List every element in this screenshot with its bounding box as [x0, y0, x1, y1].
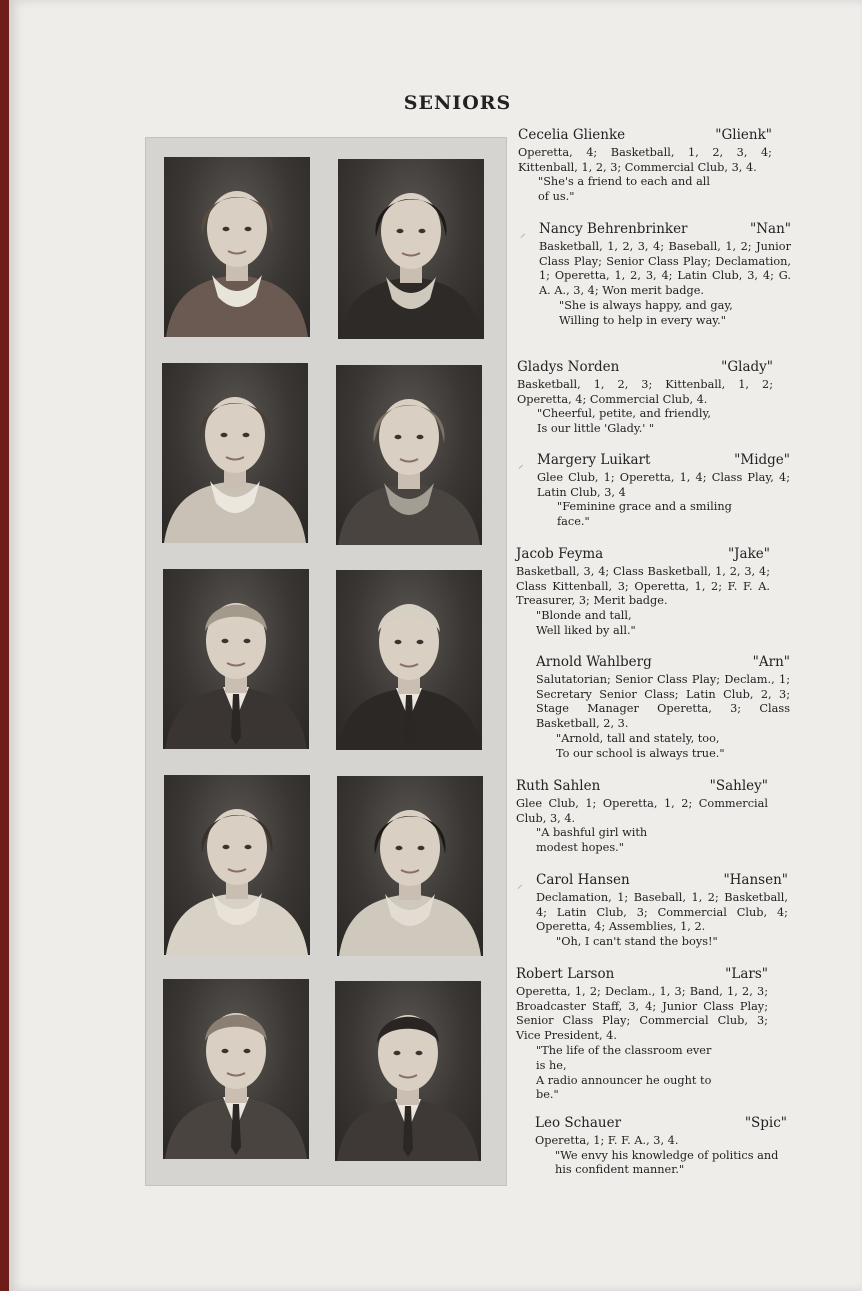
- senior-bio: [516, 547, 770, 639]
- senior-activities: Salutatorian; Senior Class Play; Declam., 1; Secretary Senior Class; Latin Club, 2, 3; Stage Manager Operetta, 3; Class Basketball, 2, 3.: [536, 672, 790, 731]
- senior-quote: "Cheerful, petite, and friendly, Is our little 'Glady.' ": [537, 407, 711, 436]
- portrait-eye: [419, 229, 426, 233]
- senior-nickname: "Glady": [721, 359, 773, 375]
- portrait-face: [380, 810, 440, 886]
- portrait-face: [381, 193, 441, 269]
- portrait-photo-jacob-feyma: [163, 569, 309, 749]
- senior-quote: "Arnold, tall and stately, too, To our school is always true.": [556, 731, 725, 760]
- check-mark: ⸝: [517, 878, 523, 891]
- senior-nickname: "Jake": [727, 546, 770, 562]
- senior-name: Nancy Behrenbrinker: [539, 221, 688, 237]
- senior-activities: Operetta, 1, 2; Declam., 1, 3; Band, 1, 2, 3; Broadcaster Staff, 3, 4; Junior Class Play; Senior Class Play; Commercial Club, 3; Vice President, 4.: [516, 984, 768, 1043]
- portrait-eye: [417, 640, 424, 644]
- senior-bio: [516, 779, 768, 856]
- portrait-photo-ruth-sahlen: [164, 775, 310, 955]
- portrait-eye: [416, 1051, 423, 1055]
- check-mark: ⸝: [518, 458, 524, 471]
- portrait-eye: [221, 433, 228, 437]
- senior-quote: "Feminine grace and a smiling face.": [557, 500, 732, 529]
- portrait-eye: [222, 1049, 229, 1053]
- senior-bio: [536, 655, 790, 762]
- portrait-eye: [243, 433, 250, 437]
- senior-name: Robert Larson: [516, 966, 615, 982]
- portrait-eye: [397, 229, 404, 233]
- portrait-photo-robert-larson: [163, 979, 309, 1159]
- portrait-eye: [244, 639, 251, 643]
- senior-bio: [516, 967, 768, 1103]
- portrait-face: [207, 809, 267, 885]
- portrait-eye: [222, 639, 229, 643]
- portrait-eye: [223, 845, 230, 849]
- portrait-eye: [394, 1051, 401, 1055]
- senior-nickname: "Glienk": [715, 127, 772, 143]
- portrait-face: [207, 191, 267, 267]
- portrait-photo-cecelia-glienke: [164, 157, 310, 337]
- senior-activities: Operetta, 1; F. F. A., 3, 4.: [535, 1133, 679, 1147]
- portrait-eye: [244, 1049, 251, 1053]
- check-mark: ⸝: [520, 227, 526, 240]
- senior-name: Leo Schauer: [535, 1115, 622, 1131]
- senior-nickname: "Hansen": [723, 872, 788, 888]
- senior-quote: "Blonde and tall, Well liked by all.": [536, 609, 636, 637]
- portrait-eye: [395, 640, 402, 644]
- senior-nickname: "Lars": [725, 966, 768, 982]
- senior-activities: Glee Club, 1; Operetta, 1, 2; Commercial Club, 3, 4.: [516, 796, 768, 825]
- senior-name: Gladys Norden: [517, 359, 620, 375]
- portrait-photo-arnold-wahlberg: [336, 570, 482, 750]
- senior-bio: [536, 873, 788, 950]
- portrait-eye: [245, 845, 252, 849]
- portrait-photo-leo-schauer: [335, 981, 481, 1161]
- senior-bio: [518, 128, 772, 205]
- portrait-face: [205, 397, 265, 473]
- page-title: SENIORS: [403, 92, 512, 114]
- senior-nickname: "Nan": [750, 221, 791, 237]
- portrait-photo-gladys-norden: [162, 363, 308, 543]
- senior-bio: [535, 1116, 787, 1178]
- portrait-eye: [223, 227, 230, 231]
- senior-nickname: "Spic": [744, 1115, 787, 1131]
- portrait-photo-carol-hansen: [337, 776, 483, 956]
- senior-name: Ruth Sahlen: [516, 778, 601, 794]
- portrait-photo-nancy-behrenbrinker: [338, 159, 484, 339]
- senior-activities: Glee Club, 1; Operetta, 1, 4; Class Play, 4; Latin Club, 3, 4: [537, 470, 790, 499]
- portrait-eye: [245, 227, 252, 231]
- portrait-photo-margery-luikart: [336, 365, 482, 545]
- senior-name: Carol Hansen: [536, 872, 630, 888]
- senior-activities: Basketball, 1, 2, 3; Kittenball, 1, 2; Operetta, 4; Commercial Club, 4.: [517, 377, 773, 406]
- senior-bio: [517, 360, 773, 437]
- senior-nickname: "Midge": [734, 452, 790, 468]
- portrait-eye: [395, 435, 402, 439]
- senior-name: Arnold Wahlberg: [536, 654, 652, 670]
- senior-name: Margery Luikart: [537, 452, 651, 468]
- senior-nickname: "Sahley": [709, 778, 768, 794]
- senior-quote: "A bashful girl with modest hopes.": [536, 826, 648, 855]
- portrait-eye: [418, 846, 425, 850]
- senior-activities: Declamation, 1; Baseball, 1, 2; Basketball, 4; Latin Club, 3; Commercial Club, 4; Operetta, 4; Assemblies, 1, 2.: [536, 890, 788, 934]
- senior-quote: "She's a friend to each and all of us.": [538, 175, 711, 204]
- senior-bio: [539, 222, 791, 329]
- portrait-face: [379, 399, 439, 475]
- senior-bio: [537, 453, 790, 530]
- senior-quote: "The life of the classroom ever is he, A radio announcer he ought to be.": [536, 1043, 712, 1102]
- senior-name: Jacob Feyma: [516, 546, 604, 562]
- senior-activities: Basketball, 3, 4; Class Basketball, 1, 2, 3, 4; Class Kittenball, 3; Operetta, 1, 2; F. F. A. Treasurer, 3; Merit badge.: [516, 564, 770, 608]
- portrait-eye: [396, 846, 403, 850]
- senior-nickname: "Arn": [752, 654, 790, 670]
- portrait-eye: [417, 435, 424, 439]
- senior-name: Cecelia Glienke: [518, 127, 626, 143]
- senior-quote: "Oh, I can't stand the boys!": [556, 935, 718, 949]
- senior-activities: Operetta, 4; Basketball, 1, 2, 3, 4; Kittenball, 1, 2, 3; Commercial Club, 3, 4.: [518, 145, 772, 174]
- senior-quote: "We envy his knowledge of politics and his confident manner.": [555, 1148, 779, 1177]
- senior-quote: "She is always happy, and gay, Willing to help in every way.": [559, 298, 733, 327]
- senior-activities: Basketball, 1, 2, 3, 4; Baseball, 1, 2; Junior Class Play; Senior Class Play; Declamation, 1; Operetta, 1, 2, 3, 4; Latin Club, 3, 4; G. A. A., 3, 4; Won merit badge.: [539, 239, 791, 298]
